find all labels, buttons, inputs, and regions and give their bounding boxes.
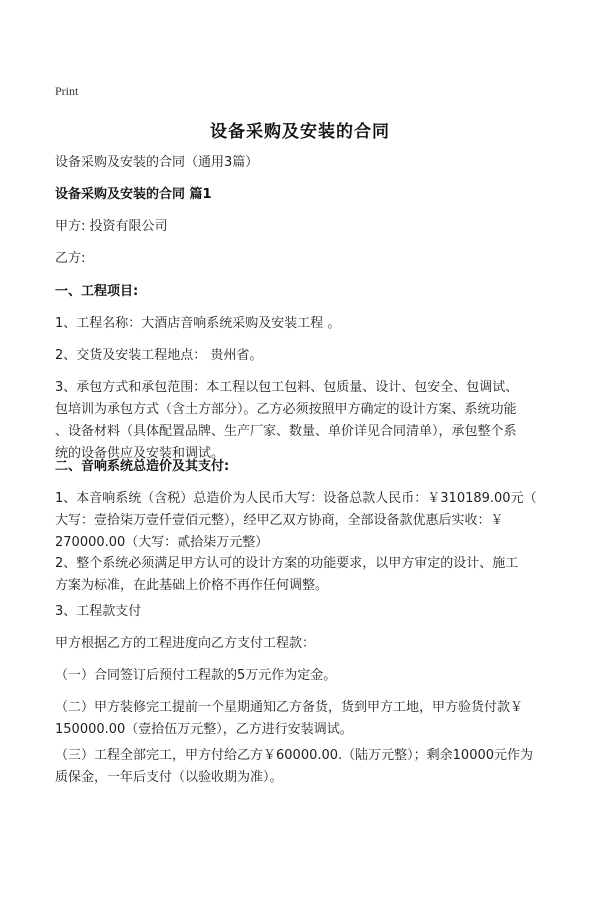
- print-label: Print: [55, 84, 79, 98]
- paragraph-line: 、设备材料（具体配置品牌、生产厂家、数量、单价详见合同清单），承包整个系: [55, 424, 517, 439]
- design-requirement-paragraph: [55, 553, 550, 597]
- paragraph-line: 统的设备供应及安装和调试。: [55, 446, 225, 461]
- paragraph-line: 2、整个系统必须满足甲方认可的设计方案的功能要求，以甲方审定的设计、施工: [55, 556, 519, 571]
- paragraph-line: 方案为标准，在此基础上价格不再作任何调整。: [55, 578, 329, 593]
- section-1-heading: 一、工程项目:: [55, 284, 139, 299]
- paragraph-line: 质保金，一年后支付（以验收期为准）。: [55, 770, 283, 785]
- paragraph-line: 1、本音响系统（含税）总造价为人民币大写：设备总款人民币：￥310189.00元（: [55, 491, 537, 506]
- document-title: 设备采购及安装的合同: [210, 122, 390, 142]
- total-price-paragraph: [55, 488, 550, 554]
- paragraph-line: （三）工程全部完工，甲方付给乙方￥60000.00.（陆万元整）；剩余10000元作为: [55, 748, 534, 763]
- contract-scope-paragraph: [55, 377, 550, 465]
- paragraph-line: 大写：壹拾柒万壹仟壹佰元整），经甲乙双方协商，全部设备款优惠后实收：￥: [55, 513, 504, 528]
- part-heading: 设备采购及安装的合同 篇1: [55, 187, 212, 202]
- payment-intro: 甲方根据乙方的工程进度向乙方支付工程款：: [55, 636, 316, 651]
- party-b: 乙方:: [55, 251, 86, 266]
- party-a: 甲方: 投资有限公司: [55, 219, 168, 234]
- paragraph-line: 包培训为承包方式（含土方部分）。乙方必须按照甲方确定的设计方案、系统功能: [55, 402, 517, 417]
- payment-term-2: [55, 697, 550, 741]
- payment-term-1: （一）合同签订后预付工程款的5万元作为定金。: [55, 668, 337, 683]
- project-name-item: 1、工程名称：大酒店音响系统采购及安装工程 。: [55, 316, 341, 331]
- document-subtitle: 设备采购及安装的合同（通用3篇）: [55, 155, 259, 170]
- delivery-location-item: 2、交货及安装工程地点： 贵州省。: [55, 348, 263, 363]
- payment-term-3: [55, 745, 550, 789]
- section-2-heading: 二、音响系统总造价及其支付:: [55, 459, 230, 474]
- paragraph-line: （二）甲方装修完工提前一个星期通知乙方备货，货到甲方工地，甲方验货付款￥: [55, 700, 524, 715]
- paragraph-line: 150000.00（壹拾伍万元整），乙方进行安装调试。: [55, 722, 353, 737]
- paragraph-line: 3、承包方式和承包范围：本工程以包工包料、包质量、设计、包安全、包调试、: [55, 380, 519, 395]
- payment-section-label: 3、工程款支付: [55, 604, 142, 619]
- paragraph-line: 270000.00（大写：贰拾柒万元整）: [55, 535, 269, 550]
